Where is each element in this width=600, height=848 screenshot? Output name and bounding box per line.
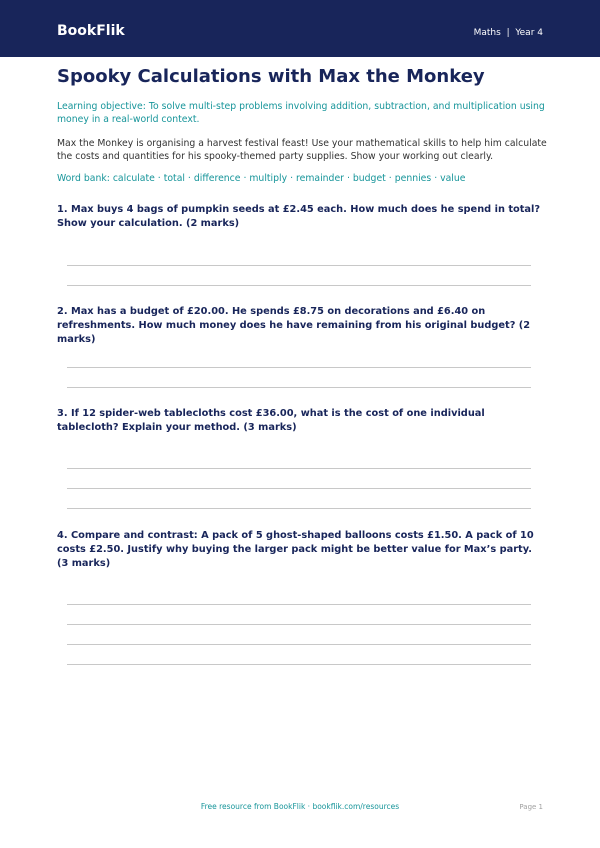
subject-label: Maths xyxy=(473,28,501,38)
question-3: 3. If 12 spider-web tablecloths cost £36.00, what is the cost of one individual tablecloth? Explain your method. (3 marks) xyxy=(57,408,485,433)
word-bank: Word bank: calculate · total · difference · multiply · remainder · budget · pennies · value xyxy=(57,173,466,184)
subject-year-label xyxy=(474,27,543,39)
question-4: 4. Compare and contrast: A pack of 5 ghost-shaped balloons costs £1.50. A pack of 10 costs £2.50. Justify why buying the larger pack might be better value for Max’s party. (3 marks) xyxy=(57,530,534,569)
year-label: Year 4 xyxy=(515,28,543,38)
answer-line[interactable] xyxy=(67,265,531,266)
answer-line[interactable] xyxy=(67,644,531,645)
footer-source-link[interactable]: Free resource from BookFlik · bookflik.com/resources xyxy=(200,802,400,811)
question-1: 1. Max buys 4 bags of pumpkin seeds at £2.45 each. How much does he spend in total? Show your calculation. (2 marks) xyxy=(57,204,541,229)
question-2: 2. Max has a budget of £20.00. He spends £8.75 on decorations and £6.40 on refreshments. How much money does he have remaining from his original budget? (2 marks) xyxy=(57,306,531,345)
brand-logo[interactable]: BookFlik xyxy=(57,23,125,39)
intro-text: Max the Monkey is organising a harvest festival feast! Use your mathematical skills to help him calculate the costs and quantities for his spooky-themed party supplies. Show your working out clearly. xyxy=(57,138,547,162)
answer-line[interactable] xyxy=(67,624,531,625)
answer-line[interactable] xyxy=(67,488,531,489)
learning-objective: Learning objective: To solve multi-step problems involving addition, subtraction, and multiplication using money in a real-world context. xyxy=(57,101,545,125)
meta-separator: | xyxy=(506,28,510,38)
answer-line[interactable] xyxy=(67,387,531,388)
answer-line[interactable] xyxy=(67,508,531,509)
page-number: Page 1 xyxy=(519,803,543,811)
answer-line[interactable] xyxy=(67,468,531,469)
page-header xyxy=(0,0,600,57)
answer-line[interactable] xyxy=(67,285,531,286)
page-title: Spooky Calculations with Max the Monkey xyxy=(57,66,485,87)
answer-line[interactable] xyxy=(67,604,531,605)
answer-line[interactable] xyxy=(67,367,531,368)
answer-line[interactable] xyxy=(67,664,531,665)
